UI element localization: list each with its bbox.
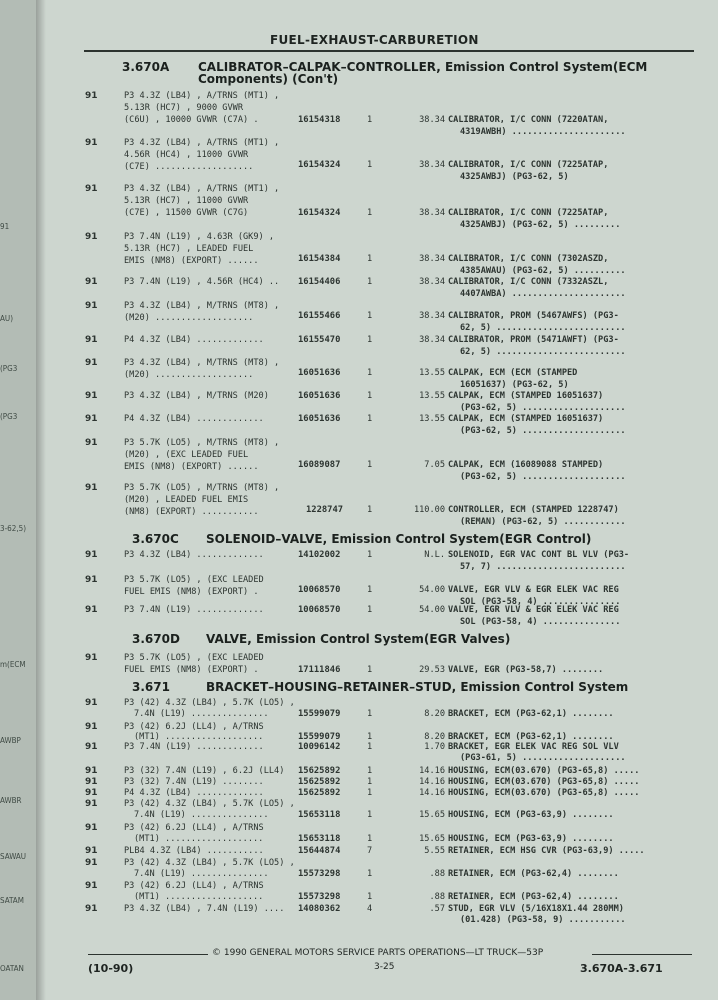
group-number: 91 [85,358,98,368]
group-number: 91 [85,777,98,787]
description: VALVE, EGR VLV & EGR ELEK VAC REG [448,585,619,595]
model-text: P3 5.7K (LO5) , (EXC LEADED [124,575,264,585]
page-header: FUEL-EXHAUST-CARBURETION [270,33,479,47]
margin-fragment: AWBP [0,736,21,745]
model-text: P3 4.3Z (LB4) , 7.4N (L19) .... [124,904,285,914]
group-number: 91 [85,766,98,776]
price: .57 [429,904,445,914]
description: HOUSING, ECM (PG3-63,9) ........ [448,834,614,844]
part-number: 15653118 [298,810,341,820]
model-text: P3 5.7K (LO5) , M/TRNS (MT8) , [124,483,280,493]
model-text: P4 4.3Z (LB4) ............. [124,788,264,798]
price: .88 [429,892,445,902]
price: 38.34 [419,335,445,345]
description: SOL (PG3-58, 4) ............... [460,617,621,627]
quantity: 1 [367,585,373,595]
part-number: 15625892 [298,777,341,787]
description: BRACKET, ECM (PG3-62,1) ........ [448,709,614,719]
quantity: 4 [367,904,373,914]
quantity: 1 [367,115,373,125]
part-number: 15599079 [298,732,341,742]
group-number: 91 [85,438,98,448]
model-text: EMIS (NM8) (EXPORT) ...... [124,462,259,472]
adjacent-page-edge [0,0,37,1000]
price: 7.05 [424,460,445,470]
description: 4325AWBJ) (PG3-62, 5) ......... [460,220,621,230]
description: (PG3-61, 5) .................... [460,753,626,763]
part-number: 16051636 [298,368,341,378]
description: RETAINER, ECM HSG CVR (PG3-63,9) ..... [448,846,645,856]
group-number: 91 [85,799,98,809]
section-title: SOLENOID–VALVE, Emission Control System(EGR Control) [206,532,592,546]
margin-fragment: AU) [0,314,13,323]
margin-fragment: AWBR [0,796,22,805]
price: 29.53 [419,665,445,675]
section-title-cont: Components) (Con't) [198,72,339,86]
group-number: 91 [85,138,98,148]
group-number: 91 [85,742,98,752]
model-text: 7.4N (L19) ............... [134,709,269,719]
model-text: (M20) , LEADED FUEL EMIS [124,495,249,505]
description: CALPAK, ECM (ECM (STAMPED [448,368,578,378]
quantity: 1 [367,550,373,560]
group-number: 91 [85,550,98,560]
part-number: 16154384 [298,254,341,264]
quantity: 1 [367,709,373,719]
group-number: 91 [85,575,98,585]
page-number: 3-25 [374,962,395,972]
description: (PG3-62, 5) .................... [460,403,626,413]
model-text: P3 (42) 4.3Z (LB4) , 5.7K (LO5) , [124,858,295,868]
quantity: 1 [367,892,373,902]
part-number: 15573298 [298,892,341,902]
margin-fragment: m(ECM [0,660,26,669]
description: 4319AWBH) ...................... [460,127,626,137]
margin-fragment: (PG3 [0,412,18,421]
model-text: (M20) ................... [124,370,254,380]
group-number: 91 [85,277,98,287]
price: 54.00 [419,585,445,595]
model-text: PLB4 4.3Z (LB4) ........... [124,846,264,856]
model-text: (M20) , (EXC LEADED FUEL [124,450,249,460]
section-code: 3.671 [132,680,170,694]
part-number: 17111846 [298,665,341,675]
part-number: 16154324 [298,208,341,218]
price: 15.65 [419,834,445,844]
price: 54.00 [419,605,445,615]
description: 16051637) (PG3-62, 5) [460,380,569,390]
model-text: (C6U) , 10000 GVWR (C7A) . [124,115,259,125]
group-number: 91 [85,881,98,891]
quantity: 1 [367,788,373,798]
description: SOL (PG3-58, 4) ............... [460,597,621,607]
quantity: 1 [367,505,373,515]
section-title: VALVE, Emission Control System(EGR Valves) [206,632,511,646]
price: 38.34 [419,254,445,264]
model-text: P3 (42) 6.2J (LL4) , A/TRNS [124,881,264,891]
description: CALIBRATOR, I/C CONN (7225ATAP, [448,160,609,170]
price: 15.65 [419,810,445,820]
part-number: 1228747 [306,505,344,515]
model-text: P3 (32) 7.4N (L19) , 6.2J (LL4) [124,766,285,776]
model-text: P3 4.3Z (LB4) ............. [124,550,264,560]
section-code: 3.670C [132,532,179,546]
footer-edition: (10-90) [88,962,134,975]
part-number: 16155470 [298,335,341,345]
quantity: 1 [367,742,373,752]
description: CALPAK, ECM (STAMPED 16051637) [448,414,604,424]
part-number: 16155466 [298,311,341,321]
model-text: P3 5.7K (LO5) , M/TRNS (MT8) , [124,438,280,448]
group-number: 91 [85,858,98,868]
margin-fragment: (PG3 [0,364,18,373]
quantity: 1 [367,869,373,879]
description: CALPAK, ECM (16089088 STAMPED) [448,460,604,470]
group-number: 91 [85,335,98,345]
description: RETAINER, ECM (PG3-62,4) ........ [448,869,619,879]
model-text: EMIS (NM8) (EXPORT) ...... [124,256,259,266]
part-number: 15599079 [298,709,341,719]
price: 38.34 [419,160,445,170]
price: 8.20 [424,732,445,742]
model-text: P4 4.3Z (LB4) ............. [124,414,264,424]
description: CALIBRATOR, PROM (5467AWFS) (PG3- [448,311,619,321]
margin-fragment: SATAM [0,896,24,905]
model-text: P3 4.3Z (LB4) , A/TRNS (MT1) , [124,184,280,194]
description: 57, 7) ......................... [460,562,626,572]
margin-fragment: 3-62,5) [0,524,27,533]
model-text: FUEL EMIS (NM8) (EXPORT) . [124,587,259,597]
quantity: 1 [367,391,373,401]
model-text: P3 (42) 6.2J (LL4) , A/TRNS [124,823,264,833]
quantity: 1 [367,368,373,378]
group-number: 91 [85,414,98,424]
model-text: (MT1) ................... [134,892,264,902]
model-text: P3 (42) 6.2J (LL4) , A/TRNS [124,722,264,732]
description: STUD, EGR VLV (5/16X18X1.44 280MM) [448,904,624,914]
price: .88 [429,869,445,879]
section-title: BRACKET–HOUSING–RETAINER–STUD, Emission Control System [206,680,629,694]
price: 13.55 [419,391,445,401]
group-number: 91 [85,232,98,242]
price: 1.70 [424,742,445,752]
price: 8.20 [424,709,445,719]
model-text: P3 4.3Z (LB4) , M/TRNS (MT8) , [124,301,280,311]
model-text: P3 4.3Z (LB4) , A/TRNS (MT1) , [124,138,280,148]
part-number: 16154406 [298,277,341,287]
part-number: 15653118 [298,834,341,844]
quantity: 1 [367,834,373,844]
description: (PG3-62, 5) .................... [460,472,626,482]
model-text: P3 4.3Z (LB4) , M/TRNS (M20) [124,391,269,401]
footer-rule-left [88,954,208,955]
group-number: 91 [85,788,98,798]
part-number: 15573298 [298,869,341,879]
description: CALIBRATOR, I/C CONN (7332ASZL, [448,277,609,287]
description: VALVE, EGR (PG3-58,7) ........ [448,665,604,675]
quantity: 1 [367,208,373,218]
quantity: 1 [367,335,373,345]
price: 38.34 [419,208,445,218]
group-number: 91 [85,391,98,401]
section-code: 3.670A [122,60,170,74]
model-text: (C7E) , 11500 GVWR (C7G) [124,208,249,218]
model-text: P3 (42) 4.3Z (LB4) , 5.7K (LO5) , [124,698,295,708]
part-number: 16154324 [298,160,341,170]
quantity: 1 [367,277,373,287]
model-text: FUEL EMIS (NM8) (EXPORT) . [124,665,259,675]
section-code: 3.670D [132,632,180,646]
description: CALIBRATOR, I/C CONN (7220ATAN, [448,115,609,125]
part-number: 16089087 [298,460,341,470]
part-number: 16154318 [298,115,341,125]
quantity: 1 [367,777,373,787]
footer-copyright: © 1990 GENERAL MOTORS SERVICE PARTS OPERATIONS—LT TRUCK—53P [212,948,544,958]
part-number: 14102002 [298,550,341,560]
description: CALIBRATOR, I/C CONN (7225ATAP, [448,208,609,218]
margin-fragment: OATAN [0,964,24,973]
group-number: 91 [85,904,98,914]
model-text: P3 4.3Z (LB4) , M/TRNS (MT8) , [124,358,280,368]
model-text: 7.4N (L19) ............... [134,869,269,879]
quantity: 1 [367,605,373,615]
margin-fragment: SAWAU [0,852,27,861]
model-text: P3 5.7K (LO5) , (EXC LEADED [124,653,264,663]
model-text: (MT1) ................... [134,834,264,844]
description: HOUSING, ECM(03.670) (PG3-65,8) ..... [448,788,640,798]
description: CALIBRATOR, I/C CONN (7302ASZD, [448,254,609,264]
quantity: 7 [367,846,373,856]
description: 62, 5) ......................... [460,347,626,357]
description: 4385AWAU) (PG3-62, 5) .......... [460,266,626,276]
model-text: P3 (42) 4.3Z (LB4) , 5.7K (LO5) , [124,799,295,809]
description: RETAINER, ECM (PG3-62,4) ........ [448,892,619,902]
group-number: 91 [85,846,98,856]
description: SOLENOID, EGR VAC CONT BL VLV (PG3- [448,550,630,560]
model-text: (C7E) ................... [124,162,254,172]
quantity: 1 [367,460,373,470]
model-text: P3 7.4N (L19) ............. [124,742,264,752]
model-text: P3 7.4N (L19) ............. [124,605,264,615]
model-text: P3 (32) 7.4N (L19) ........ [124,777,264,787]
model-text: 5.13R (HC7) , 11000 GVWR [124,196,249,206]
part-number: 10096142 [298,742,341,752]
group-number: 91 [85,184,98,194]
catalog-page [36,0,718,1000]
quantity: 1 [367,311,373,321]
group-number: 91 [85,483,98,493]
description: CONTROLLER, ECM (STAMPED 1228747) [448,505,619,515]
group-number: 91 [85,722,98,732]
model-text: P3 7.4N (L19) , 4.63R (GK9) , [124,232,275,242]
model-text: 5.13R (HC7) , 9000 GVWR [124,103,243,113]
part-number: 10068570 [298,585,341,595]
quantity: 1 [367,732,373,742]
footer-range: 3.670A-3.671 [580,962,663,975]
model-text: P3 4.3Z (LB4) , A/TRNS (MT1) , [124,91,280,101]
price: N.L. [424,550,445,560]
description: (PG3-62, 5) .................... [460,426,626,436]
quantity: 1 [367,160,373,170]
header-rule [84,50,694,52]
price: 5.55 [424,846,445,856]
quantity: 1 [367,254,373,264]
model-text: 7.4N (L19) ............... [134,810,269,820]
description: HOUSING, ECM (PG3-63,9) ........ [448,810,614,820]
description: BRACKET, ECM (PG3-62,1) ........ [448,732,614,742]
price: 14.16 [419,788,445,798]
model-text: 5.13R (HC7) , LEADED FUEL [124,244,254,254]
group-number: 91 [85,823,98,833]
quantity: 1 [367,665,373,675]
model-text: (MT1) ................... [134,732,264,742]
margin-fragment: 91 [0,222,10,231]
description: HOUSING, ECM(03.670) (PG3-65,8) ..... [448,766,640,776]
group-number: 91 [85,605,98,615]
description: HOUSING, ECM(03.670) (PG3-65,8) ..... [448,777,640,787]
model-text: (NM8) (EXPORT) ........... [124,507,259,517]
description: (REMAN) (PG3-62, 5) ............ [460,517,626,527]
quantity: 1 [367,766,373,776]
description: BRACKET, EGR ELEK VAC REG SOL VLV [448,742,619,752]
footer-rule-right [592,954,692,955]
section-title: CALIBRATOR–CALPAK–CONTROLLER, Emission Control System(ECM [198,60,648,74]
part-number: 15644874 [298,846,341,856]
price: 38.34 [419,277,445,287]
model-text: P4 4.3Z (LB4) ............. [124,335,264,345]
model-text: P3 7.4N (L19) , 4.56R (HC4) .. [124,277,280,287]
group-number: 91 [85,653,98,663]
part-number: 15625892 [298,788,341,798]
binding-shadow [36,0,46,1000]
quantity: 1 [367,414,373,424]
group-number: 91 [85,91,98,101]
description: VALVE, EGR VLV & EGR ELEK VAC REG [448,605,619,615]
price: 13.55 [419,368,445,378]
description: 4325AWBJ) (PG3-62, 5) [460,172,569,182]
quantity: 1 [367,810,373,820]
description: 62, 5) ......................... [460,323,626,333]
part-number: 16051636 [298,414,341,424]
description: (01.428) (PG3-58, 9) ........... [460,915,626,925]
model-text: (M20) ................... [124,313,254,323]
part-number: 14080362 [298,904,341,914]
group-number: 91 [85,698,98,708]
price: 14.16 [419,777,445,787]
price: 38.34 [419,115,445,125]
price: 110.00 [413,505,445,515]
group-number: 91 [85,301,98,311]
description: CALPAK, ECM (STAMPED 16051637) [448,391,604,401]
price: 13.55 [419,414,445,424]
part-number: 10068570 [298,605,341,615]
price: 38.34 [419,311,445,321]
description: 4407AWBA) ...................... [460,289,626,299]
model-text: 4.56R (HC4) , 11000 GVWR [124,150,249,160]
price: 14.16 [419,766,445,776]
part-number: 15625892 [298,766,341,776]
part-number: 16051636 [298,391,341,401]
description: CALIBRATOR, PROM (5471AWFT) (PG3- [448,335,619,345]
